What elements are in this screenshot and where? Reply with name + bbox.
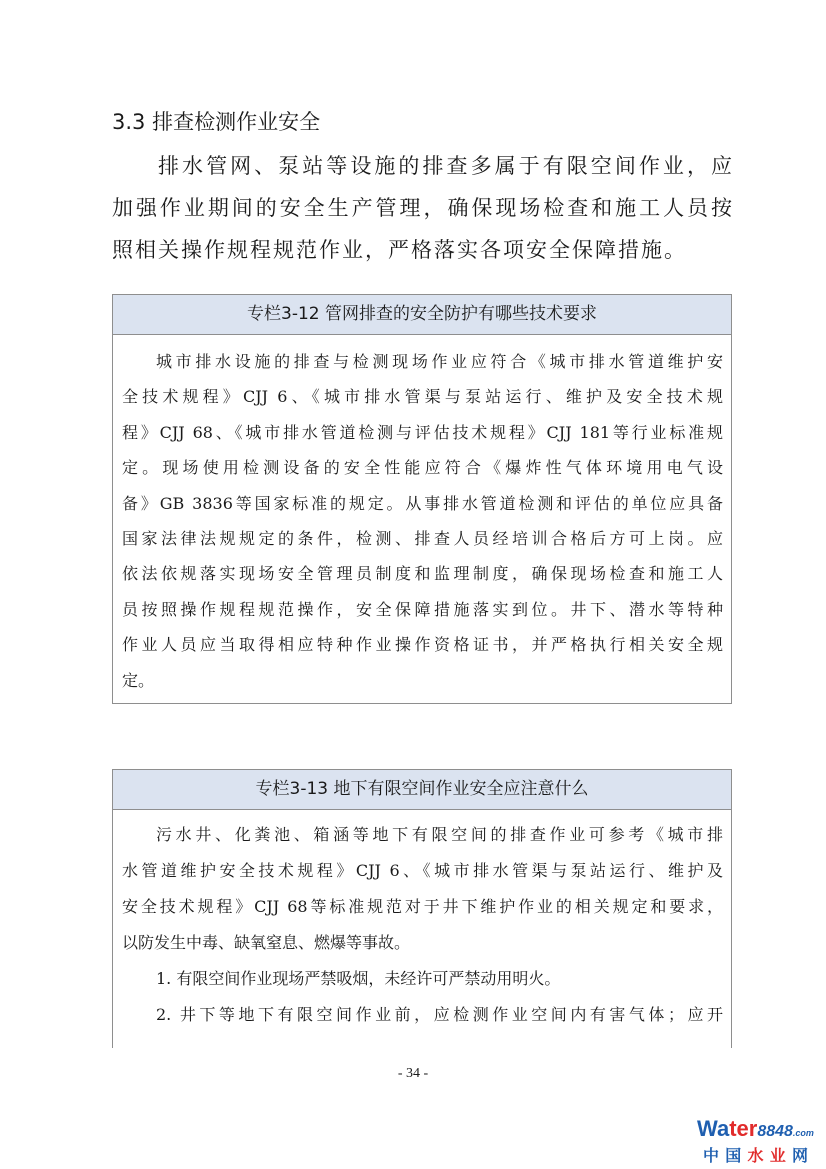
box-title: 专栏3-12 管网排查的安全防护有哪些技术要求 (113, 295, 731, 335)
box-line: 员按照操作规程规范操作，安全保障措施落实到位。井下、潜水等特种 (122, 599, 723, 619)
watermark-wordmark (697, 1116, 814, 1146)
section-heading: 3.3 排查检测作业安全 (112, 110, 321, 134)
box-title: 专栏3-13 地下有限空间作业安全应注意什么 (113, 770, 731, 810)
watermark-part: Wa (697, 1116, 730, 1141)
watermark-part: ter (729, 1116, 758, 1141)
sidebar-box-3-13 (112, 769, 732, 1048)
box-line: 国家法律法规规定的条件，检测、排查人员经培训合格后方可上岗。应 (122, 528, 723, 548)
watermark-part: 8848 (757, 1123, 793, 1140)
box-line: 水管道维护安全技术规程》CJJ 6、《城市排水管渠与泵站运行、维护及 (122, 861, 723, 880)
box-line: 作业人员应当取得相应特种作业操作资格证书，并严格执行相关安全规 (122, 635, 723, 655)
box-body (113, 810, 731, 1033)
box-line: 1. 有限空间作业现场严禁吸烟，未经许可严禁动用明火。 (156, 969, 561, 988)
box-line: 污水井、化粪池、箱涵等地下有限空间的排查作业可参考《城市排 (156, 825, 723, 844)
watermark-cn: 网 (791, 1146, 809, 1165)
sidebar-box-3-12 (112, 294, 732, 704)
intro-paragraph (112, 145, 732, 271)
intro-line: 排水管网、泵站等设施的排查多属于有限空间作业，应 (158, 154, 732, 178)
intro-line: 加强作业期间的安全生产管理，确保现场检查和施工人员按 (112, 196, 732, 220)
box-line: 定。 (122, 670, 155, 690)
watermark-part: .com (792, 1128, 814, 1138)
box-line: 备》GB 3836等国家标准的规定。从事排水管道检测和评估的单位应具备 (122, 493, 723, 513)
page-number: - 34 - (397, 1066, 429, 1081)
box-line: 2. 井下等地下有限空间作业前，应检测作业空间内有害气体；应开 (156, 1005, 723, 1024)
box-line: 程》CJJ 68、《城市排水管道检测与评估技术规程》CJJ 181等行业标准规 (122, 422, 723, 442)
box-line: 安全技术规程》CJJ 68等标准规范对于井下维护作业的相关规定和要求， (122, 897, 723, 916)
box-line: 定。现场使用检测设备的安全性能应符合《爆炸性气体环境用电气设 (122, 458, 723, 478)
site-watermark-logo (697, 1116, 821, 1166)
watermark-cn: 中国 (703, 1146, 748, 1165)
box-line: 依法依规落实现场安全管理员制度和监理制度，确保现场检查和施工人 (122, 564, 723, 584)
box-line: 以防发生中毒、缺氧窒息、燃爆等事故。 (122, 933, 411, 952)
intro-line: 照相关操作规程规范作业，严格落实各项安全保障措施。 (112, 238, 687, 262)
box-line: 城市排水设施的排查与检测现场作业应符合《城市排水管道维护安 (156, 352, 723, 371)
box-line: 全技术规程》CJJ 6、《城市排水管渠与泵站运行、维护及安全技术规 (122, 387, 723, 407)
watermark-cn: 水业 (747, 1146, 792, 1165)
box-body (113, 335, 731, 703)
watermark-chinese (703, 1143, 809, 1166)
